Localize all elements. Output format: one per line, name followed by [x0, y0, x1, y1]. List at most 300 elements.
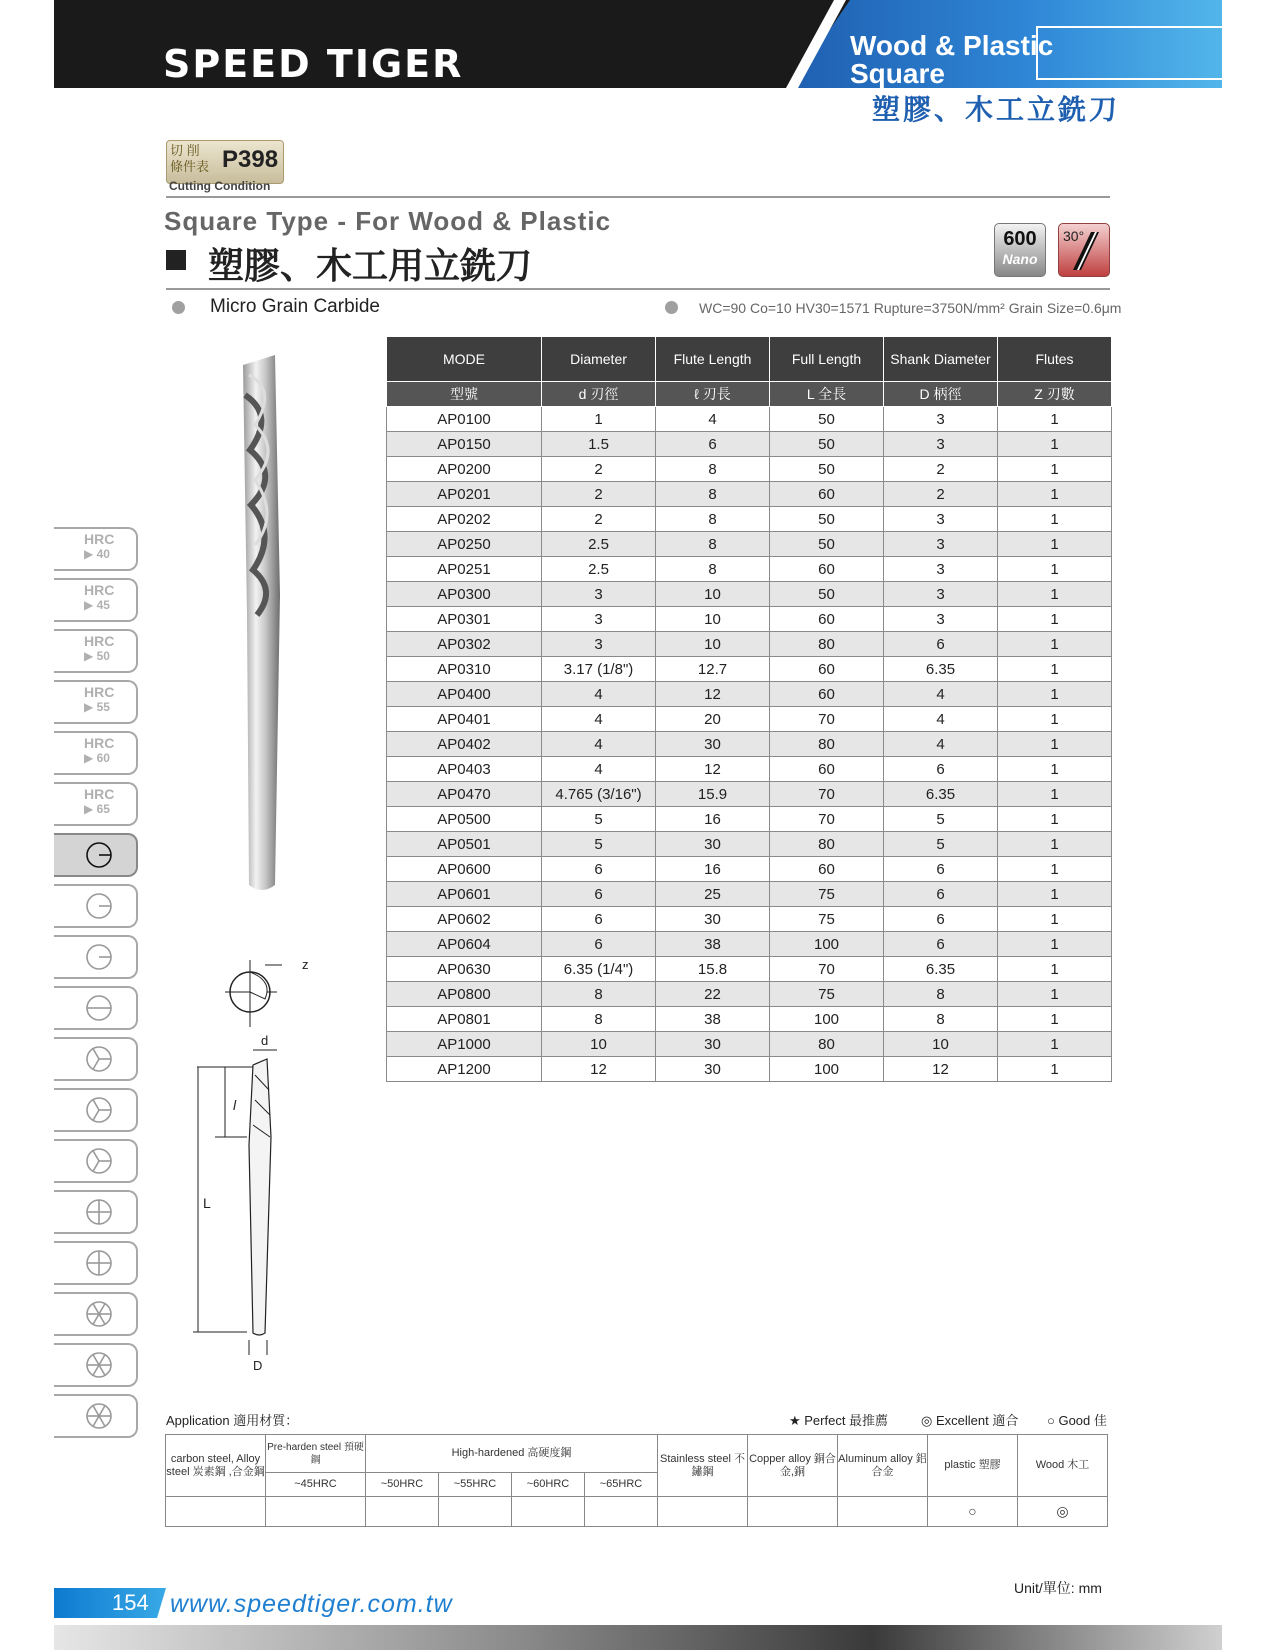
- table-cell: 1: [998, 507, 1112, 532]
- table-cell: 30: [656, 732, 770, 757]
- sidebar-tab-hrc[interactable]: [54, 782, 138, 826]
- table-cell: 22: [656, 982, 770, 1007]
- material-spec: WC=90 Co=10 HV30=1571 Rupture=3750N/mm² Grain Size=0.6μm: [699, 300, 1122, 316]
- table-cell: 20: [656, 707, 770, 732]
- drawing-label-d: d: [261, 1033, 269, 1048]
- table-cell: 80: [770, 732, 884, 757]
- table-cell: 6.35 (1/4"): [542, 957, 656, 982]
- table-cell: AP0302: [387, 632, 542, 657]
- col-subheader-full-length: L 全長: [770, 382, 884, 407]
- table-cell: 6.35: [884, 782, 998, 807]
- table-cell: 2.5: [542, 532, 656, 557]
- col-header-shank-diameter: Shank Diameter: [884, 337, 998, 382]
- table-row: [387, 982, 1112, 1007]
- table-cell: AP0100: [387, 407, 542, 432]
- table-cell: 4: [884, 682, 998, 707]
- hrc-value: ▶ 65: [84, 802, 110, 816]
- table-row: [387, 457, 1112, 482]
- table-cell: 6: [656, 432, 770, 457]
- spec-table: [386, 336, 1112, 1082]
- table-cell: 30: [656, 1057, 770, 1082]
- table-cell: 1: [998, 657, 1112, 682]
- table-cell: 2: [542, 482, 656, 507]
- table-cell: 1: [542, 407, 656, 432]
- table-cell: 30: [656, 832, 770, 857]
- table-row: [387, 882, 1112, 907]
- single-flute-icon: [84, 840, 114, 870]
- table-cell: 6: [542, 932, 656, 957]
- table-cell: 50: [770, 582, 884, 607]
- end-mill-photo: [225, 355, 295, 895]
- table-row: [387, 607, 1112, 632]
- hrc-label: HRC: [84, 735, 115, 751]
- table-cell: 6: [542, 857, 656, 882]
- three-flute-alt-icon: [84, 1095, 114, 1125]
- table-cell: 1: [998, 482, 1112, 507]
- table-cell: 10: [884, 1032, 998, 1057]
- sidebar-tab-flute-type[interactable]: [54, 1343, 138, 1387]
- table-cell: 12: [656, 757, 770, 782]
- drawing-label-l: l: [233, 1097, 237, 1113]
- hrc-label: HRC: [84, 633, 115, 649]
- hrc-value: ▶ 40: [84, 547, 110, 561]
- material-pre-harden: Pre-harden steel 預硬鋼: [266, 1435, 366, 1473]
- four-flute-icon: [84, 1197, 114, 1227]
- rating-65hrc: [585, 1497, 658, 1527]
- three-flute-icon: [84, 1044, 114, 1074]
- sidebar-tab-flute-type[interactable]: [54, 884, 138, 928]
- table-row: [387, 807, 1112, 832]
- table-cell: 4: [542, 682, 656, 707]
- table-cell: 1: [998, 532, 1112, 557]
- table-cell: 1: [998, 857, 1112, 882]
- table-cell: 50: [770, 507, 884, 532]
- category-frame: [1036, 26, 1224, 80]
- table-cell: 4: [884, 732, 998, 757]
- table-cell: 8: [656, 482, 770, 507]
- table-cell: 70: [770, 782, 884, 807]
- table-cell: 1: [998, 407, 1112, 432]
- material-wood: Wood 木工: [1018, 1435, 1108, 1497]
- unit-label: Unit/單位: mm: [1014, 1580, 1102, 1596]
- hrc-value: ▶ 45: [84, 598, 110, 612]
- drawing-label-L: L: [203, 1195, 211, 1211]
- table-cell: 8: [656, 507, 770, 532]
- table-cell: 6: [884, 857, 998, 882]
- sidebar-tab-flute-type[interactable]: [54, 1292, 138, 1336]
- table-cell: 38: [656, 932, 770, 957]
- table-cell: AP0403: [387, 757, 542, 782]
- cutting-condition-zh: 切 削 條件表: [170, 143, 210, 174]
- table-row: [387, 782, 1112, 807]
- table-cell: 3: [884, 532, 998, 557]
- footer-bar: [54, 1625, 1222, 1650]
- table-cell: AP0604: [387, 932, 542, 957]
- table-cell: 70: [770, 707, 884, 732]
- nano-coating-badge: [994, 223, 1046, 277]
- table-cell: 1: [998, 432, 1112, 457]
- table-cell: AP0301: [387, 607, 542, 632]
- bullet-dot: [172, 301, 185, 314]
- table-row: [387, 507, 1112, 532]
- category-title-zh: 塑膠、木工立銑刀: [872, 93, 1121, 126]
- sidebar-tab-flute-type[interactable]: [54, 833, 138, 877]
- table-row: [387, 632, 1112, 657]
- table-cell: 10: [656, 632, 770, 657]
- table-cell: 5: [884, 807, 998, 832]
- table-cell: 50: [770, 407, 884, 432]
- table-row: [387, 757, 1112, 782]
- table-cell: 1: [998, 557, 1112, 582]
- table-header-row: [387, 337, 1112, 382]
- sidebar-tab-flute-type[interactable]: [54, 1241, 138, 1285]
- table-cell: 2: [542, 457, 656, 482]
- drawing-label-D: D: [253, 1358, 263, 1373]
- col-header-full-length: Full Length: [770, 337, 884, 382]
- table-cell: 1: [998, 757, 1112, 782]
- sidebar-tab-flute-type[interactable]: [54, 935, 138, 979]
- table-cell: AP0200: [387, 457, 542, 482]
- table-cell: 8: [656, 532, 770, 557]
- table-cell: 60: [770, 607, 884, 632]
- table-cell: 12: [542, 1057, 656, 1082]
- table-cell: AP0800: [387, 982, 542, 1007]
- hrc-value: ▶ 60: [84, 751, 110, 765]
- table-cell: 1: [998, 1032, 1112, 1057]
- table-cell: 10: [656, 582, 770, 607]
- table-cell: 70: [770, 957, 884, 982]
- table-cell: 1: [998, 632, 1112, 657]
- table-cell: 8: [656, 557, 770, 582]
- table-cell: 5: [542, 807, 656, 832]
- table-row: [387, 1032, 1112, 1057]
- table-cell: 3: [542, 632, 656, 657]
- sidebar-tab-flute-type[interactable]: [54, 1190, 138, 1234]
- coating-name: Nano: [1002, 251, 1038, 267]
- table-cell: 50: [770, 532, 884, 557]
- table-cell: 5: [884, 832, 998, 857]
- sidebar-tab-hrc-label: [84, 685, 114, 715]
- legend-perfect: ★ Perfect 最推薦: [789, 1413, 889, 1428]
- material-copper: Copper alloy 銅合金,銅: [748, 1435, 838, 1497]
- col-subheader-mode: 型號: [387, 382, 542, 407]
- table-cell: 1: [998, 582, 1112, 607]
- table-row: [387, 532, 1112, 557]
- cross-section-icon: [225, 960, 282, 1027]
- divider: [166, 196, 1110, 198]
- helix-icon: [1059, 224, 1109, 276]
- col-subheader-flute-length: ℓ 刃長: [656, 382, 770, 407]
- sidebar-tab-hrc-label: [84, 634, 114, 664]
- page-number: 154: [112, 1590, 149, 1615]
- table-cell: 15.8: [656, 957, 770, 982]
- table-cell: 1: [998, 882, 1112, 907]
- table-row: [387, 832, 1112, 857]
- sidebar-tab-flute-type[interactable]: [54, 986, 138, 1030]
- table-cell: 10: [542, 1032, 656, 1057]
- table-row: [387, 1057, 1112, 1082]
- material-stainless: Stainless steel 不鏽鋼: [658, 1435, 748, 1497]
- table-cell: 1: [998, 732, 1112, 757]
- table-cell: 100: [770, 1007, 884, 1032]
- table-cell: 1.5: [542, 432, 656, 457]
- table-cell: AP1200: [387, 1057, 542, 1082]
- table-row: [387, 857, 1112, 882]
- table-subheader-row: [387, 382, 1112, 407]
- table-cell: 4: [884, 707, 998, 732]
- application-table: [165, 1434, 1108, 1527]
- table-cell: AP0202: [387, 507, 542, 532]
- col-header-flutes: Flutes: [998, 337, 1112, 382]
- cutting-condition-label: Cutting Condition: [169, 179, 271, 193]
- table-cell: 3: [884, 582, 998, 607]
- sidebar-tab-hrc[interactable]: [54, 680, 138, 724]
- six-flute-icon: [84, 1350, 114, 1380]
- table-row: [387, 1007, 1112, 1032]
- table-cell: AP0300: [387, 582, 542, 607]
- divider: [166, 288, 1110, 290]
- table-cell: 8: [542, 982, 656, 1007]
- table-cell: 75: [770, 982, 884, 1007]
- table-cell: AP0601: [387, 882, 542, 907]
- table-cell: AP0310: [387, 657, 542, 682]
- col-subheader-shank-diameter: D 柄徑: [884, 382, 998, 407]
- legend-excellent: ◎ Excellent 適合: [921, 1413, 1019, 1428]
- coating-number: 600: [1003, 228, 1037, 250]
- website-link[interactable]: www.speedtiger.com.tw: [170, 1590, 453, 1618]
- single-flute-round-icon: [84, 891, 114, 921]
- table-cell: 8: [884, 982, 998, 1007]
- table-cell: 60: [770, 482, 884, 507]
- cutting-condition-code: P398: [222, 146, 279, 173]
- table-cell: 8: [542, 1007, 656, 1032]
- category-title-line1: Wood & Plastic: [850, 30, 1054, 61]
- table-cell: 6: [884, 632, 998, 657]
- table-cell: 1: [998, 957, 1112, 982]
- dimension-drawing: [185, 955, 325, 1375]
- table-cell: 3: [884, 507, 998, 532]
- table-cell: AP0201: [387, 482, 542, 507]
- material-plastic: plastic 塑膠: [928, 1435, 1018, 1497]
- brand-logo: SPEED TIGER: [163, 42, 464, 86]
- table-cell: 1: [998, 832, 1112, 857]
- table-cell: 1: [998, 457, 1112, 482]
- table-cell: 2: [542, 507, 656, 532]
- table-cell: 80: [770, 632, 884, 657]
- table-row: [387, 732, 1112, 757]
- table-row: [387, 432, 1112, 457]
- col-subheader-flutes: Z 刃數: [998, 382, 1112, 407]
- table-cell: 1: [998, 807, 1112, 832]
- table-cell: AP0602: [387, 907, 542, 932]
- col-header-diameter: Diameter: [542, 337, 656, 382]
- material-aluminum: Aluminum alloy 鋁合金: [838, 1435, 928, 1497]
- table-row: [387, 907, 1112, 932]
- table-cell: 80: [770, 1032, 884, 1057]
- table-cell: AP0630: [387, 957, 542, 982]
- table-cell: 60: [770, 682, 884, 707]
- table-cell: 12.7: [656, 657, 770, 682]
- hrc-value: ▶ 50: [84, 649, 110, 663]
- table-cell: 4: [542, 757, 656, 782]
- rating-55hrc: [439, 1497, 512, 1527]
- table-cell: AP0250: [387, 532, 542, 557]
- rating-plastic: ○: [928, 1497, 1018, 1527]
- table-cell: 12: [884, 1057, 998, 1082]
- table-cell: 75: [770, 907, 884, 932]
- table-row: [387, 482, 1112, 507]
- table-cell: 6: [884, 757, 998, 782]
- sidebar-tab-hrc-label: [84, 736, 114, 766]
- table-cell: 1: [998, 682, 1112, 707]
- table-cell: 3: [884, 432, 998, 457]
- col-header-flute-length: Flute Length: [656, 337, 770, 382]
- table-cell: 1: [998, 707, 1112, 732]
- two-flute-cross-icon: [84, 993, 114, 1023]
- table-cell: 1: [998, 907, 1112, 932]
- rating-wood: ◎: [1018, 1497, 1108, 1527]
- sidebar-tab-hrc-label: [84, 787, 114, 817]
- table-cell: 3: [884, 557, 998, 582]
- table-cell: AP0150: [387, 432, 542, 457]
- table-row: [387, 582, 1112, 607]
- table-cell: 60: [770, 857, 884, 882]
- range-60hrc: ~60HRC: [512, 1473, 585, 1497]
- table-row: [387, 557, 1112, 582]
- table-cell: 15.9: [656, 782, 770, 807]
- table-cell: 5: [542, 832, 656, 857]
- material-high-hardened: High-hardened 高硬度鋼: [366, 1435, 658, 1473]
- table-cell: AP0500: [387, 807, 542, 832]
- sidebar-tab-hrc-label: [84, 532, 114, 562]
- table-cell: 16: [656, 857, 770, 882]
- rating-stainless: [658, 1497, 748, 1527]
- hrc-label: HRC: [84, 786, 115, 802]
- range-55hrc: ~55HRC: [439, 1473, 512, 1497]
- table-cell: 3: [884, 607, 998, 632]
- many-flute-icon: [84, 1401, 114, 1431]
- table-cell: 3: [884, 407, 998, 432]
- table-cell: 60: [770, 757, 884, 782]
- sidebar-tab-hrc[interactable]: [54, 527, 138, 571]
- multi-flute-icon: [84, 1299, 114, 1329]
- rating-60hrc: [512, 1497, 585, 1527]
- table-row: [387, 932, 1112, 957]
- table-row: [387, 957, 1112, 982]
- table-cell: 2.5: [542, 557, 656, 582]
- table-cell: 25: [656, 882, 770, 907]
- table-cell: AP0400: [387, 682, 542, 707]
- table-cell: AP0470: [387, 782, 542, 807]
- table-cell: AP0402: [387, 732, 542, 757]
- range-45hrc: ~45HRC: [266, 1473, 366, 1497]
- table-cell: 60: [770, 657, 884, 682]
- table-cell: 16: [656, 807, 770, 832]
- rating-copper: [748, 1497, 838, 1527]
- page-number-tab: [54, 1588, 166, 1618]
- table-cell: 75: [770, 882, 884, 907]
- four-flute-alt-icon: [84, 1248, 114, 1278]
- legend-good: ○ Good 佳: [1047, 1413, 1107, 1428]
- table-cell: 3.17 (1/8"): [542, 657, 656, 682]
- table-cell: AP0401: [387, 707, 542, 732]
- sidebar-tab-flute-type[interactable]: [54, 1037, 138, 1081]
- rating-pre-harden: [266, 1497, 366, 1527]
- table-cell: 10: [656, 607, 770, 632]
- sidebar-tab-flute-type[interactable]: [54, 1139, 138, 1183]
- sidebar-tab-hrc[interactable]: [54, 629, 138, 673]
- table-cell: AP0600: [387, 857, 542, 882]
- table-row: [387, 682, 1112, 707]
- sidebar-tab-hrc-label: [84, 583, 114, 613]
- table-cell: 1: [998, 607, 1112, 632]
- table-cell: 50: [770, 432, 884, 457]
- double-flute-icon: [84, 942, 114, 972]
- range-50hrc: ~50HRC: [366, 1473, 439, 1497]
- table-cell: AP0251: [387, 557, 542, 582]
- table-row: [387, 407, 1112, 432]
- page-title-en: Square Type - For Wood & Plastic: [164, 206, 612, 236]
- page-title-zh: 塑膠、木工用立銑刀: [208, 246, 533, 287]
- table-cell: 1: [998, 782, 1112, 807]
- drawing-label-z: z: [302, 957, 309, 972]
- table-cell: 100: [770, 932, 884, 957]
- table-cell: 30: [656, 907, 770, 932]
- helix-angle-value: 30°: [1063, 228, 1085, 244]
- sidebar-tab-hrc[interactable]: [54, 731, 138, 775]
- table-cell: 3: [542, 582, 656, 607]
- table-cell: 8: [884, 1007, 998, 1032]
- table-cell: 4.765 (3/16"): [542, 782, 656, 807]
- table-cell: 6: [884, 907, 998, 932]
- hrc-label: HRC: [84, 531, 115, 547]
- hrc-label: HRC: [84, 582, 115, 598]
- table-row: [387, 657, 1112, 682]
- material-carbon-steel: carbon steel, Alloy steel 炭素鋼 ,合金鋼: [166, 1435, 266, 1497]
- bullet-dot: [665, 301, 678, 314]
- table-cell: 8: [656, 457, 770, 482]
- col-header-mode: MODE: [387, 337, 542, 382]
- title-bullet: [166, 250, 186, 270]
- sidebar-tab-hrc[interactable]: [54, 578, 138, 622]
- application-title: Application 適用材質：: [166, 1413, 299, 1428]
- sidebar-tab-flute-type[interactable]: [54, 1088, 138, 1132]
- rating-aluminum: [838, 1497, 928, 1527]
- table-cell: AP1000: [387, 1032, 542, 1057]
- hrc-value: ▶ 55: [84, 700, 110, 714]
- three-flute-wide-icon: [84, 1146, 114, 1176]
- table-row: [387, 707, 1112, 732]
- table-cell: 100: [770, 1057, 884, 1082]
- range-65hrc: ~65HRC: [585, 1473, 658, 1497]
- rating-carbon: [166, 1497, 266, 1527]
- helix-angle-badge: [1058, 223, 1110, 277]
- table-cell: 38: [656, 1007, 770, 1032]
- hrc-label: HRC: [84, 684, 115, 700]
- table-cell: 1: [998, 982, 1112, 1007]
- table-cell: 2: [884, 457, 998, 482]
- table-cell: 2: [884, 482, 998, 507]
- table-cell: AP0501: [387, 832, 542, 857]
- table-cell: 1: [998, 1057, 1112, 1082]
- table-cell: 4: [656, 407, 770, 432]
- col-subheader-diameter: d 刃徑: [542, 382, 656, 407]
- sidebar-tab-flute-type[interactable]: [54, 1394, 138, 1438]
- table-cell: 6: [884, 882, 998, 907]
- table-cell: 6: [542, 907, 656, 932]
- table-cell: 6: [542, 882, 656, 907]
- table-cell: AP0801: [387, 1007, 542, 1032]
